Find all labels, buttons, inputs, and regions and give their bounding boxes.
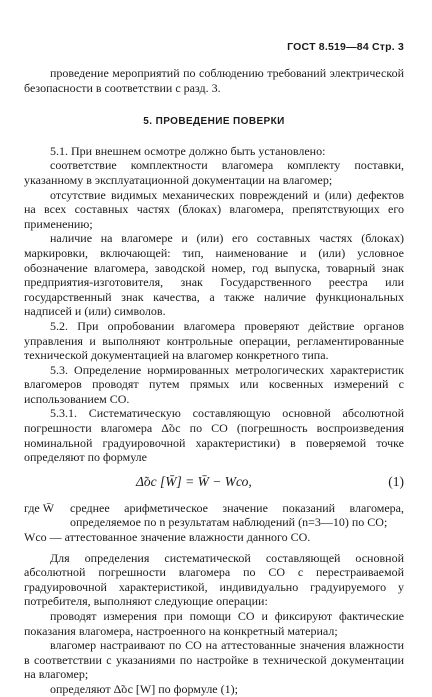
definitions	[24, 501, 404, 545]
paragraph-5-1: 5.1. При внешнем осмотре должно быть установлено:	[50, 143, 326, 158]
paragraph-5-1-c: наличие на влагомере и (или) его составных частях (блоках) маркировки, включающей: тип, наименование и (или) условное обозначение влагомера, заводской номер, год выпуска, товарный знак предприятия-изготовителя, знак Государственного реестра или государственный знак качества, а также наличие функциональных надписей и (или) символов.	[24, 231, 404, 319]
operation-3: определяют Δ̃ос [W] по формуле (1);	[50, 681, 238, 696]
section-title: 5. ПРОВЕДЕНИЕ ПОВЕРКИ	[143, 116, 285, 128]
operation-2: влагомер настраивают по СО на аттестованные значения влажности в соответствии с указаниями по настройке в технической документации на влагомер;	[24, 638, 404, 682]
definition-label: где W̄	[24, 500, 55, 515]
paragraph-operations-intro: Для определения систематической составляющей основной абсолютной погрешности влагомера по СО с перестраиваемой градуировочной характеристикой, индивидуально градуируемого у потребителя, выполняют следующие операции:	[24, 550, 404, 609]
definition-wbar	[24, 501, 404, 530]
paragraph-5-3-1: 5.3.1. Систематическую составляющую основной абсолютной погрешности влагомера Δ̃ос по СО (погрешность воспроизведения номинальной градуировочной характеристики) в поверяемой точке определяют по формуле	[24, 406, 404, 465]
formula-1	[24, 473, 404, 495]
page-body	[24, 66, 404, 697]
paragraph-5-2: 5.2. При опробовании влагомера проверяют действие органов управления и выполняют контрольные операции, регламентированные технической документацией на влагомер конкретного типа.	[24, 318, 404, 363]
formula-number: (1)	[388, 473, 404, 489]
formula-expression: Δ̃ос [W̄] = W̄ − Wсо,	[136, 473, 252, 489]
paragraph-5-1-a: соответствие комплектности влагомера комплекту поставки, указанному в эксплуатационной документации на влагомер;	[24, 158, 404, 187]
paragraph-5-1-b: отсутствие видимых механических повреждений и (или) дефектов на всех составных частях (блоках) влагомера, препятствующих его применению;	[24, 187, 404, 231]
paragraph-5-3: 5.3. Определение нормированных метрологических характеристик влагомеров проводят путем прямых или косвенных измерений с использованием СО.	[24, 362, 404, 406]
definition-wco: Wсо — аттестованное значение влажности данного СО.	[24, 530, 311, 545]
page-header: ГОСТ 8.519—84 Стр. 3	[287, 41, 404, 53]
definition-text: среднее арифметическое значение показаний влагомера, определяемое по n результатам наблюдений (n=3—10) по СО;	[70, 500, 404, 530]
intro-paragraph: проведение мероприятий по соблюдению требований электрической безопасности в соответствии с разд. 3.	[24, 66, 404, 95]
operation-1: проводят измерения при помощи СО и фиксируют фактические показания влагомера, настроенного на конкретный материал;	[24, 609, 404, 638]
